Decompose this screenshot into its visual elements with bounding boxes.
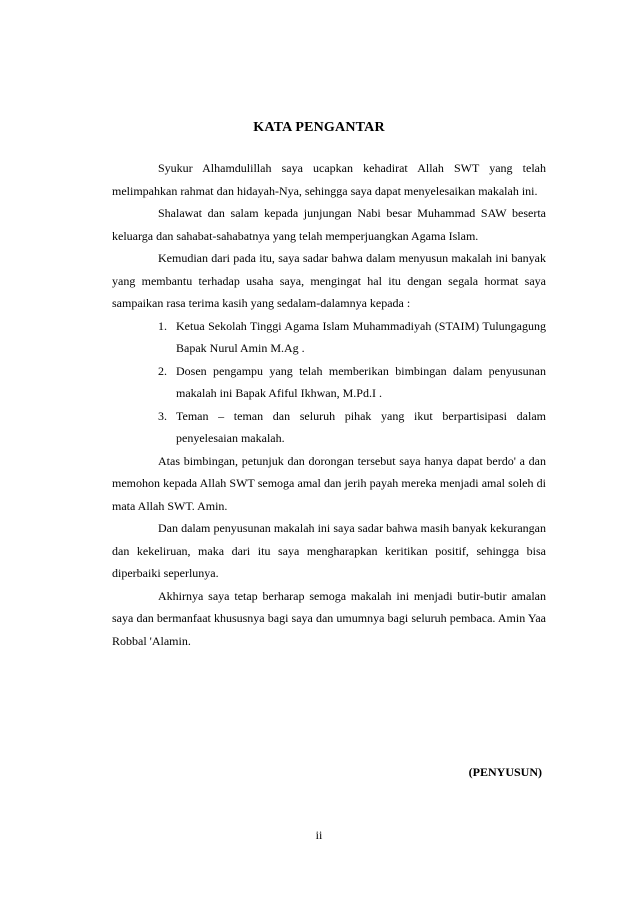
acknowledgement-list [112, 315, 546, 450]
list-item [112, 315, 546, 360]
paragraph-gratitude: Syukur Alhamdulillah saya ucapkan kehadirat Allah SWT yang telah melimpahkan rahmat dan hidayah-Nya, sehingga saya dapat menyelesaikan makalah ini. [112, 161, 546, 198]
list-item [112, 360, 546, 405]
paragraph-shortcomings: Dan dalam penyusunan makalah ini saya sadar bahwa masih banyak kekurangan dan kekeliruan, maka dari itu saya mengharapkan keritikan positif, sehingga bisa diperbaiki seperlunya. [112, 521, 546, 580]
list-item-text: Ketua Sekolah Tinggi Agama Islam Muhammadiyah (STAIM) Tulungagung Bapak Nurul Amin M.Ag . [176, 318, 546, 355]
paragraph-closing: Akhirnya saya tetap berharap semoga makalah ini menjadi butir-butir amalan saya dan bermanfaat khususnya bagi saya dan umumnya bagi seluruh pembaca. Amin Yaa Robbal 'Alamin. [112, 588, 546, 648]
paragraph-prayer: Atas bimbingan, petunjuk dan dorongan tersebut saya hanya dapat berdo' a dan memohon kepada Allah SWT semoga amal dan jerih payah mereka menjadi amal soleh di mata Allah SWT. Amin. [112, 453, 546, 513]
page-title: KATA PENGANTAR [253, 120, 385, 135]
document-body [112, 157, 546, 652]
signature: (PENYUSUN) [468, 765, 542, 779]
paragraph-shalawat: Shalawat dan salam kepada junjungan Nabi besar Muhammad SAW beserta keluarga dan sahabat-sahabatnya yang telah memperjuangkan Agama Islam. [112, 206, 546, 243]
list-item-number: 2. [158, 363, 167, 378]
list-item-number: 3. [158, 408, 167, 423]
paragraph-thanks-intro: Kemudian dari pada itu, saya sadar bahwa dalam menyusun makalah ini banyak yang membantu terhadap usaha saya, mengingat hal itu dengan segala hormat saya sampaikan rasa terima kasih yang sedalam-dalamnya kepada : [112, 251, 546, 310]
list-item-number: 1. [158, 318, 167, 333]
list-item [112, 405, 546, 450]
list-item-text: Teman – teman dan seluruh pihak yang ikut berpartisipasi dalam penyelesaian makalah. [176, 408, 546, 445]
list-item-text: Dosen pengampu yang telah memberikan bimbingan dalam penyusunan makalah ini Bapak Afiful Ikhwan, M.Pd.I . [176, 363, 546, 400]
page-number: ii [315, 828, 323, 842]
